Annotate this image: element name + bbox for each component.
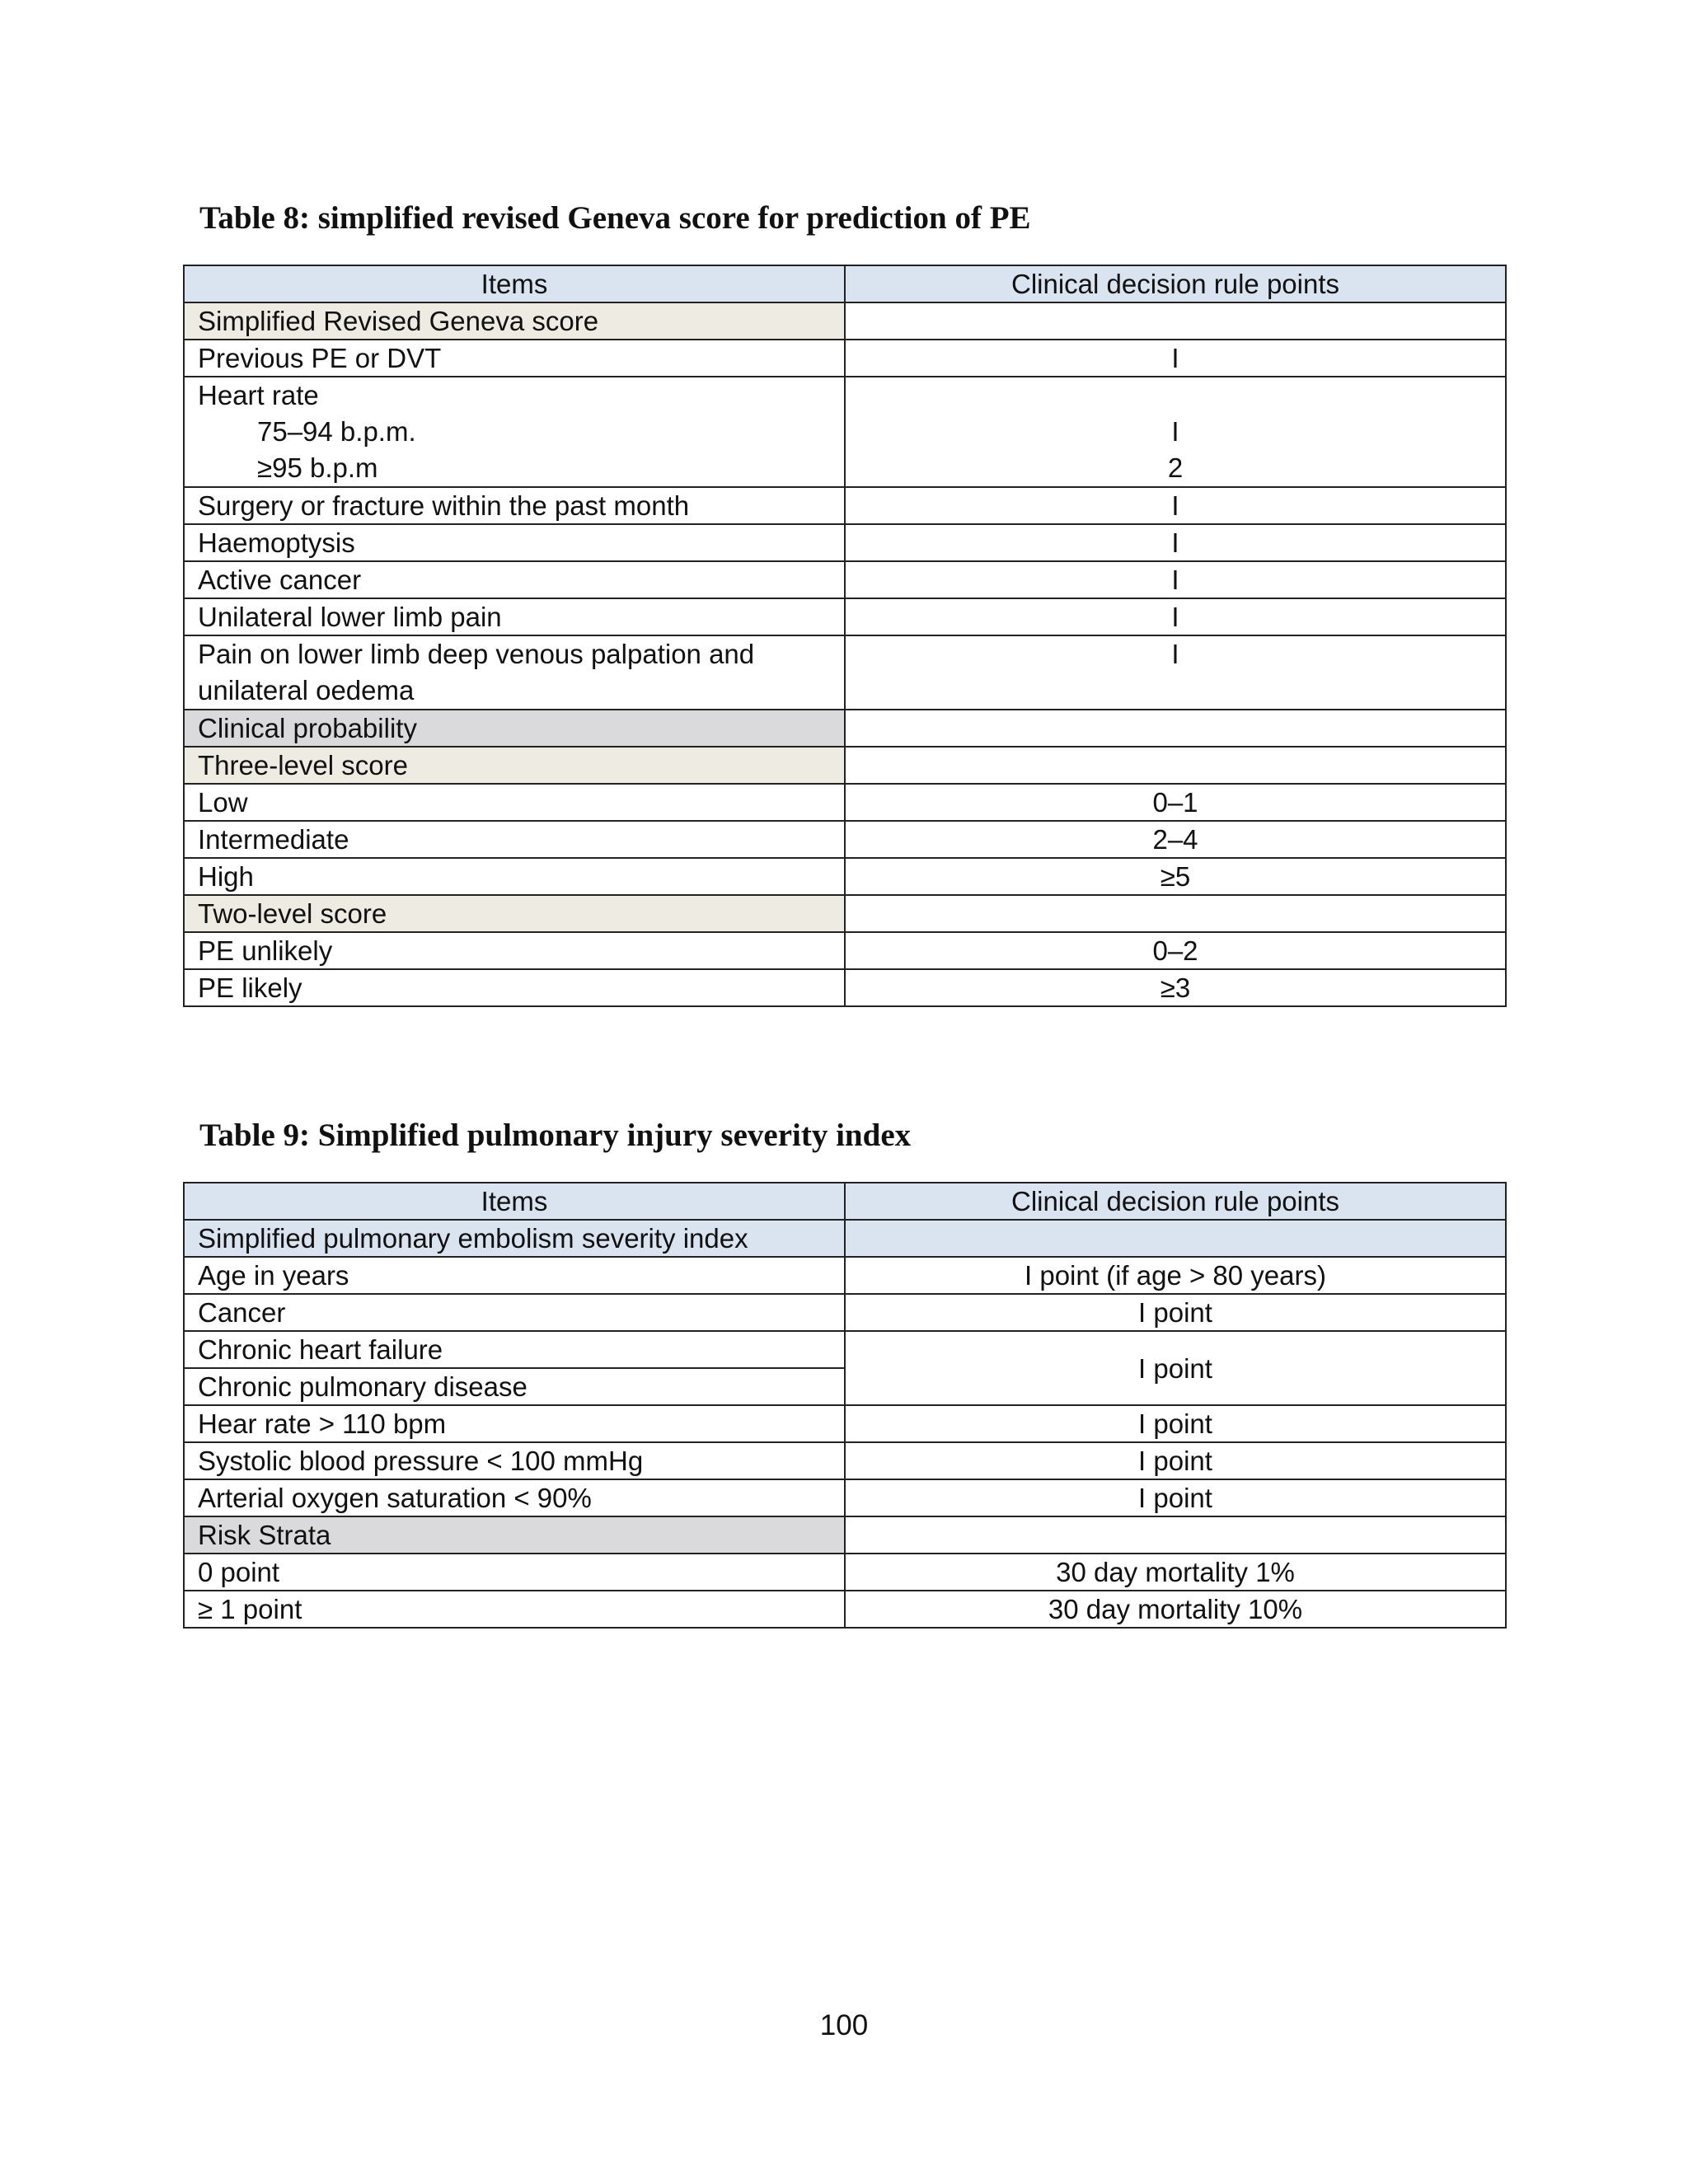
item-cell: High (184, 858, 845, 895)
points-cell: 2–4 (845, 821, 1506, 858)
points-cell: I point (if age > 80 years) (845, 1257, 1506, 1294)
item-cell: Age in years (184, 1257, 845, 1294)
table-row (184, 340, 1506, 377)
severity-index-table (183, 1182, 1507, 1629)
item-cell: Hear rate > 110 bpm (184, 1405, 845, 1442)
section-label: Three-level score (184, 747, 845, 784)
item-cell: Systolic blood pressure < 100 mmHg (184, 1442, 845, 1479)
points-cell: I point (845, 1442, 1506, 1479)
section-row (184, 1220, 1506, 1257)
table-row (184, 598, 1506, 635)
empty-cell (845, 710, 1506, 747)
points-cell: 0–1 (845, 784, 1506, 821)
item-cell (184, 635, 845, 710)
geneva-score-table (183, 265, 1507, 1007)
points-cell: I (845, 487, 1506, 524)
item-cell: Previous PE or DVT (184, 340, 845, 377)
item-cell: PE unlikely (184, 932, 845, 969)
section-label: Simplified Revised Geneva score (184, 302, 845, 340)
section-label: Simplified pulmonary embolism severity index (184, 1220, 845, 1257)
item-cell: ≥ 1 point (184, 1591, 845, 1628)
item-cell: Arterial oxygen saturation < 90% (184, 1479, 845, 1516)
table-row (184, 1591, 1506, 1628)
page-number: 100 (819, 2009, 869, 2041)
points-column-header: Clinical decision rule points (845, 1183, 1506, 1220)
points-cell: I (845, 340, 1506, 377)
item-cell: Surgery or fracture within the past month (184, 487, 845, 524)
section-row (184, 302, 1506, 340)
points-cell: I point (845, 1294, 1506, 1331)
item-cell (184, 377, 845, 487)
points-value: I (1171, 416, 1179, 447)
table-row (184, 1257, 1506, 1294)
item-text-line: unilateral oedema (198, 675, 415, 705)
table-row (184, 969, 1506, 1006)
table-row (184, 377, 1506, 487)
points-cell: I point (845, 1331, 1506, 1405)
table-row (184, 487, 1506, 524)
item-cell: Unilateral lower limb pain (184, 598, 845, 635)
section-label: Two-level score (184, 895, 845, 932)
item-cell: Chronic pulmonary disease (184, 1368, 845, 1405)
item-cell: Low (184, 784, 845, 821)
item-cell: Intermediate (184, 821, 845, 858)
item-cell: Active cancer (184, 561, 845, 598)
item-cell: Chronic heart failure (184, 1331, 845, 1368)
item-text-line: Pain on lower limb deep venous palpation and (198, 639, 755, 669)
table-header-row (184, 1183, 1506, 1220)
points-cell: I point (845, 1405, 1506, 1442)
table-row (184, 524, 1506, 561)
empty-cell (845, 302, 1506, 340)
item-cell: PE likely (184, 969, 845, 1006)
item-cell: Haemoptysis (184, 524, 845, 561)
points-cell: I point (845, 1479, 1506, 1516)
points-cell: 30 day mortality 10% (845, 1591, 1506, 1628)
points-cell: I (845, 524, 1506, 561)
item-cell: 0 point (184, 1554, 845, 1591)
items-column-header: Items (184, 1183, 845, 1220)
table-row (184, 932, 1506, 969)
section-row (184, 710, 1506, 747)
empty-cell (845, 747, 1506, 784)
points-cell: I (845, 561, 1506, 598)
table-row (184, 821, 1506, 858)
points-cell: I (845, 635, 1506, 710)
table-row (184, 1442, 1506, 1479)
section-label: Clinical probability (184, 710, 845, 747)
points-cell: 0–2 (845, 932, 1506, 969)
empty-cell (845, 1220, 1506, 1257)
heart-rate-sub-label: ≥95 b.p.m (257, 452, 378, 483)
points-cell: ≥3 (845, 969, 1506, 1006)
section-row (184, 1516, 1506, 1554)
table-header-row (184, 265, 1506, 302)
items-column-header: Items (184, 265, 845, 302)
section-row (184, 747, 1506, 784)
table-row (184, 1479, 1506, 1516)
spacer (859, 377, 1492, 414)
table-row (184, 635, 1506, 710)
points-cell: ≥5 (845, 858, 1506, 895)
table-row (184, 858, 1506, 895)
table-row (184, 1294, 1506, 1331)
points-cell (845, 377, 1506, 487)
section-label: Risk Strata (184, 1516, 845, 1554)
table-row (184, 1405, 1506, 1442)
points-value: 2 (1167, 452, 1184, 483)
table-8-caption: Table 8: simplified revised Geneva score for prediction of PE (199, 200, 1031, 236)
table-row (184, 784, 1506, 821)
points-cell: 30 day mortality 1% (845, 1554, 1506, 1591)
section-row (184, 895, 1506, 932)
empty-cell (845, 895, 1506, 932)
heart-rate-label: Heart rate (198, 380, 319, 410)
table-9-caption: Table 9: Simplified pulmonary injury severity index (199, 1118, 912, 1153)
table-row (184, 1554, 1506, 1591)
table-row (184, 1331, 1506, 1368)
points-column-header: Clinical decision rule points (845, 265, 1506, 302)
item-cell: Cancer (184, 1294, 845, 1331)
heart-rate-sub-label: 75–94 b.p.m. (257, 416, 416, 447)
empty-cell (845, 1516, 1506, 1554)
table-row (184, 561, 1506, 598)
points-cell: I (845, 598, 1506, 635)
